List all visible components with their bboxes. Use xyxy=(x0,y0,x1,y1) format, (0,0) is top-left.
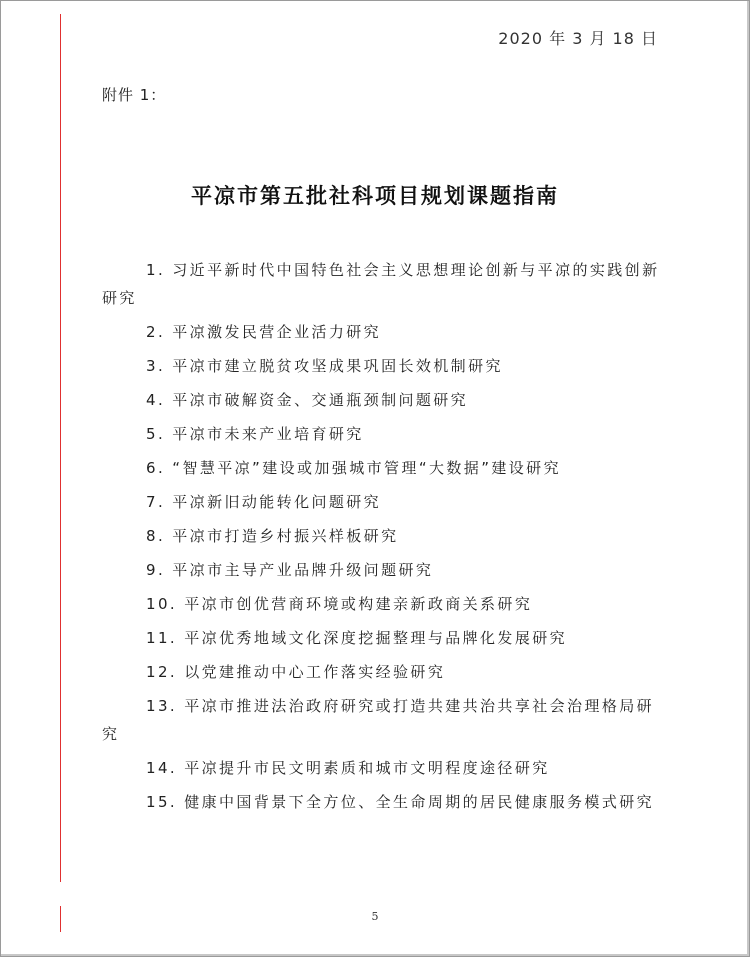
list-item: 9. 平凉市主导产业品牌升级问题研究 xyxy=(146,561,434,579)
list-item: 10. 平凉市创优营商环境或构建亲新政商关系研究 xyxy=(146,595,533,613)
attachment-label: 附件 1： xyxy=(102,86,167,104)
document-date: 2020 年 3 月 18 日 xyxy=(498,29,658,48)
margin-line xyxy=(60,14,61,882)
list-item: 13. 平凉市推进法治政府研究或打造共建共治共享社会治理格局研究 xyxy=(102,697,655,743)
topic-list xyxy=(102,256,670,822)
list-item: 12. 以党建推动中心工作落实经验研究 xyxy=(146,663,446,681)
list-item: 8. 平凉市打造乡村振兴样板研究 xyxy=(146,527,399,545)
list-item: 3. 平凉市建立脱贫攻坚成果巩固长效机制研究 xyxy=(146,357,503,375)
list-item: 14. 平凉提升市民文明素质和城市文明程度途径研究 xyxy=(146,759,550,777)
page-number: 5 xyxy=(371,910,379,923)
list-item: 2. 平凉激发民营企业活力研究 xyxy=(146,323,382,341)
list-item: 5. 平凉市未来产业培育研究 xyxy=(146,425,364,443)
page-title: 平凉市第五批社科项目规划课题指南 xyxy=(191,184,559,208)
list-item: 4. 平凉市破解资金、交通瓶颈制问题研究 xyxy=(146,391,469,409)
list-item: 15. 健康中国背景下全方位、全生命周期的居民健康服务模式研究 xyxy=(146,793,655,811)
list-item: 6. “智慧平凉”建设或加强城市管理“大数据”建设研究 xyxy=(146,459,561,477)
list-item: 7. 平凉新旧动能转化问题研究 xyxy=(146,493,382,511)
list-item: 11. 平凉优秀地域文化深度挖掘整理与品牌化发展研究 xyxy=(146,629,568,647)
list-item: 1. 习近平新时代中国特色社会主义思想理论创新与平凉的实践创新研究 xyxy=(102,261,660,307)
